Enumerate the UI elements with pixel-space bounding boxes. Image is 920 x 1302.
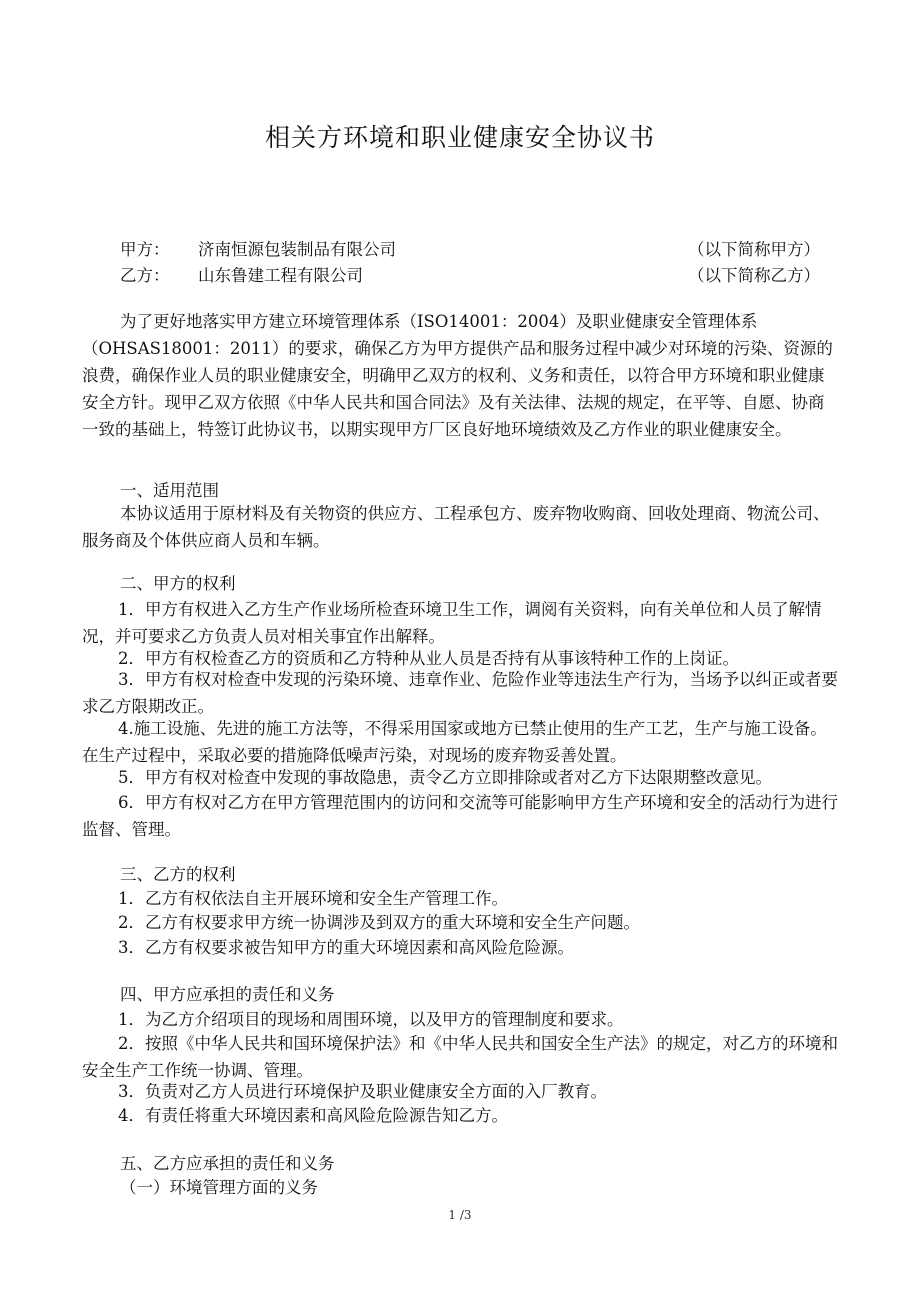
party-a-role: 甲方： xyxy=(120,240,170,259)
page-number: 1 /3 xyxy=(448,1208,472,1222)
section-1-body: 本协议适用于原材料及有关物资的供应方、工程承包方、废弃物收购商、回收处理商、物流公司、服务商及个体供应商人员和车辆。 xyxy=(82,504,830,550)
section-2-item: 3．甲方有权对检查中发现的污染环境、违章作业、危险作业等违法生产行为，当场予以纠正或者要求乙方限期改正。 xyxy=(82,670,838,716)
party-b-abbr: （以下简称乙方） xyxy=(688,266,820,285)
section-4-item: 2．按照《中华人民共和国环境保护法》和《中华人民共和国安全生产法》的规定，对乙方的环境和安全生产工作统一协调、管理。 xyxy=(82,1034,838,1080)
section-4-item: 3．负责对乙方人员进行环境保护及职业健康安全方面的入厂教育。 xyxy=(118,1082,607,1101)
party-b-row xyxy=(120,262,820,290)
section-3-heading: 三、乙方的权利 xyxy=(120,865,236,884)
section-4-item: 1．为乙方介绍项目的现场和周围环境，以及甲方的管理制度和要求。 xyxy=(118,1010,624,1029)
section-2-item: 5．甲方有权对检查中发现的事故隐患，责令乙方立即排除或者对乙方下达限期整改意见。 xyxy=(118,768,772,787)
section-4-item: 4．有责任将重大环境因素和高风险危险源告知乙方。 xyxy=(118,1106,508,1125)
section-5-subheading: （一）环境管理方面的义务 xyxy=(120,1178,318,1197)
section-2-item: 4.施工设施、先进的施工方法等，不得采用国家或地方已禁止使用的生产工艺，生产与施工设备。在生产过程中，采取必要的措施降低噪声污染，对现场的废弃物妥善处置。 xyxy=(82,719,827,765)
section-3-item: 3．乙方有权要求被告知甲方的重大环境因素和高风险危险源。 xyxy=(118,938,574,957)
section-3-item: 2．乙方有权要求甲方统一协调涉及到双方的重大环境和安全生产问题。 xyxy=(118,913,640,932)
section-2-item: 6．甲方有权对乙方在甲方管理范围内的访问和交流等可能影响甲方生产环境和安全的活动行为进行监督、管理。 xyxy=(82,793,838,839)
party-a-name: 济南恒源包装制品有限公司 xyxy=(198,240,396,259)
party-a-row xyxy=(120,236,820,264)
section-3-item: 1．乙方有权依法自主开展环境和安全生产管理工作。 xyxy=(118,889,508,908)
section-1-heading: 一、适用范围 xyxy=(120,481,219,500)
document-title: 相关方环境和职业健康安全协议书 xyxy=(264,123,655,152)
section-2-item: 1．甲方有权进入乙方生产作业场所检查环境卫生工作，调阅有关资料，向有关单位和人员了解情况，并可要求乙方负责人员对相关事宜作出解释。 xyxy=(82,600,822,646)
party-b-name: 山东鲁建工程有限公司 xyxy=(198,266,363,285)
section-5-heading: 五、乙方应承担的责任和义务 xyxy=(120,1154,335,1173)
section-4-heading: 四、甲方应承担的责任和义务 xyxy=(120,985,335,1004)
party-a-abbr: （以下简称甲方） xyxy=(688,240,820,259)
section-2-heading: 二、甲方的权利 xyxy=(120,574,236,593)
section-2-item: 2．甲方有权检查乙方的资质和乙方特种从业人员是否持有从事该特种工作的上岗证。 xyxy=(118,649,739,668)
intro-paragraph: 为了更好地落实甲方建立环境管理体系（ISO14001：2004）及职业健康安全管理体系（OHSAS18001：2011）的要求，确保乙方为甲方提供产品和服务过程中减少对环境的污染、资源的浪费，确保作业人员的职业健康安全，明确甲乙双方的权利、义务和责任，以符合甲方环境和职业健康安全方针。现甲乙双方依照《中华人民共和国合同法》及有关法律、法规的规定，在平等、自愿、协商一致的基础上，特签订此协议书，以期实现甲方厂区良好地环境绩效及乙方作业的职业健康安全。 xyxy=(82,312,833,439)
party-b-role: 乙方： xyxy=(120,266,170,285)
